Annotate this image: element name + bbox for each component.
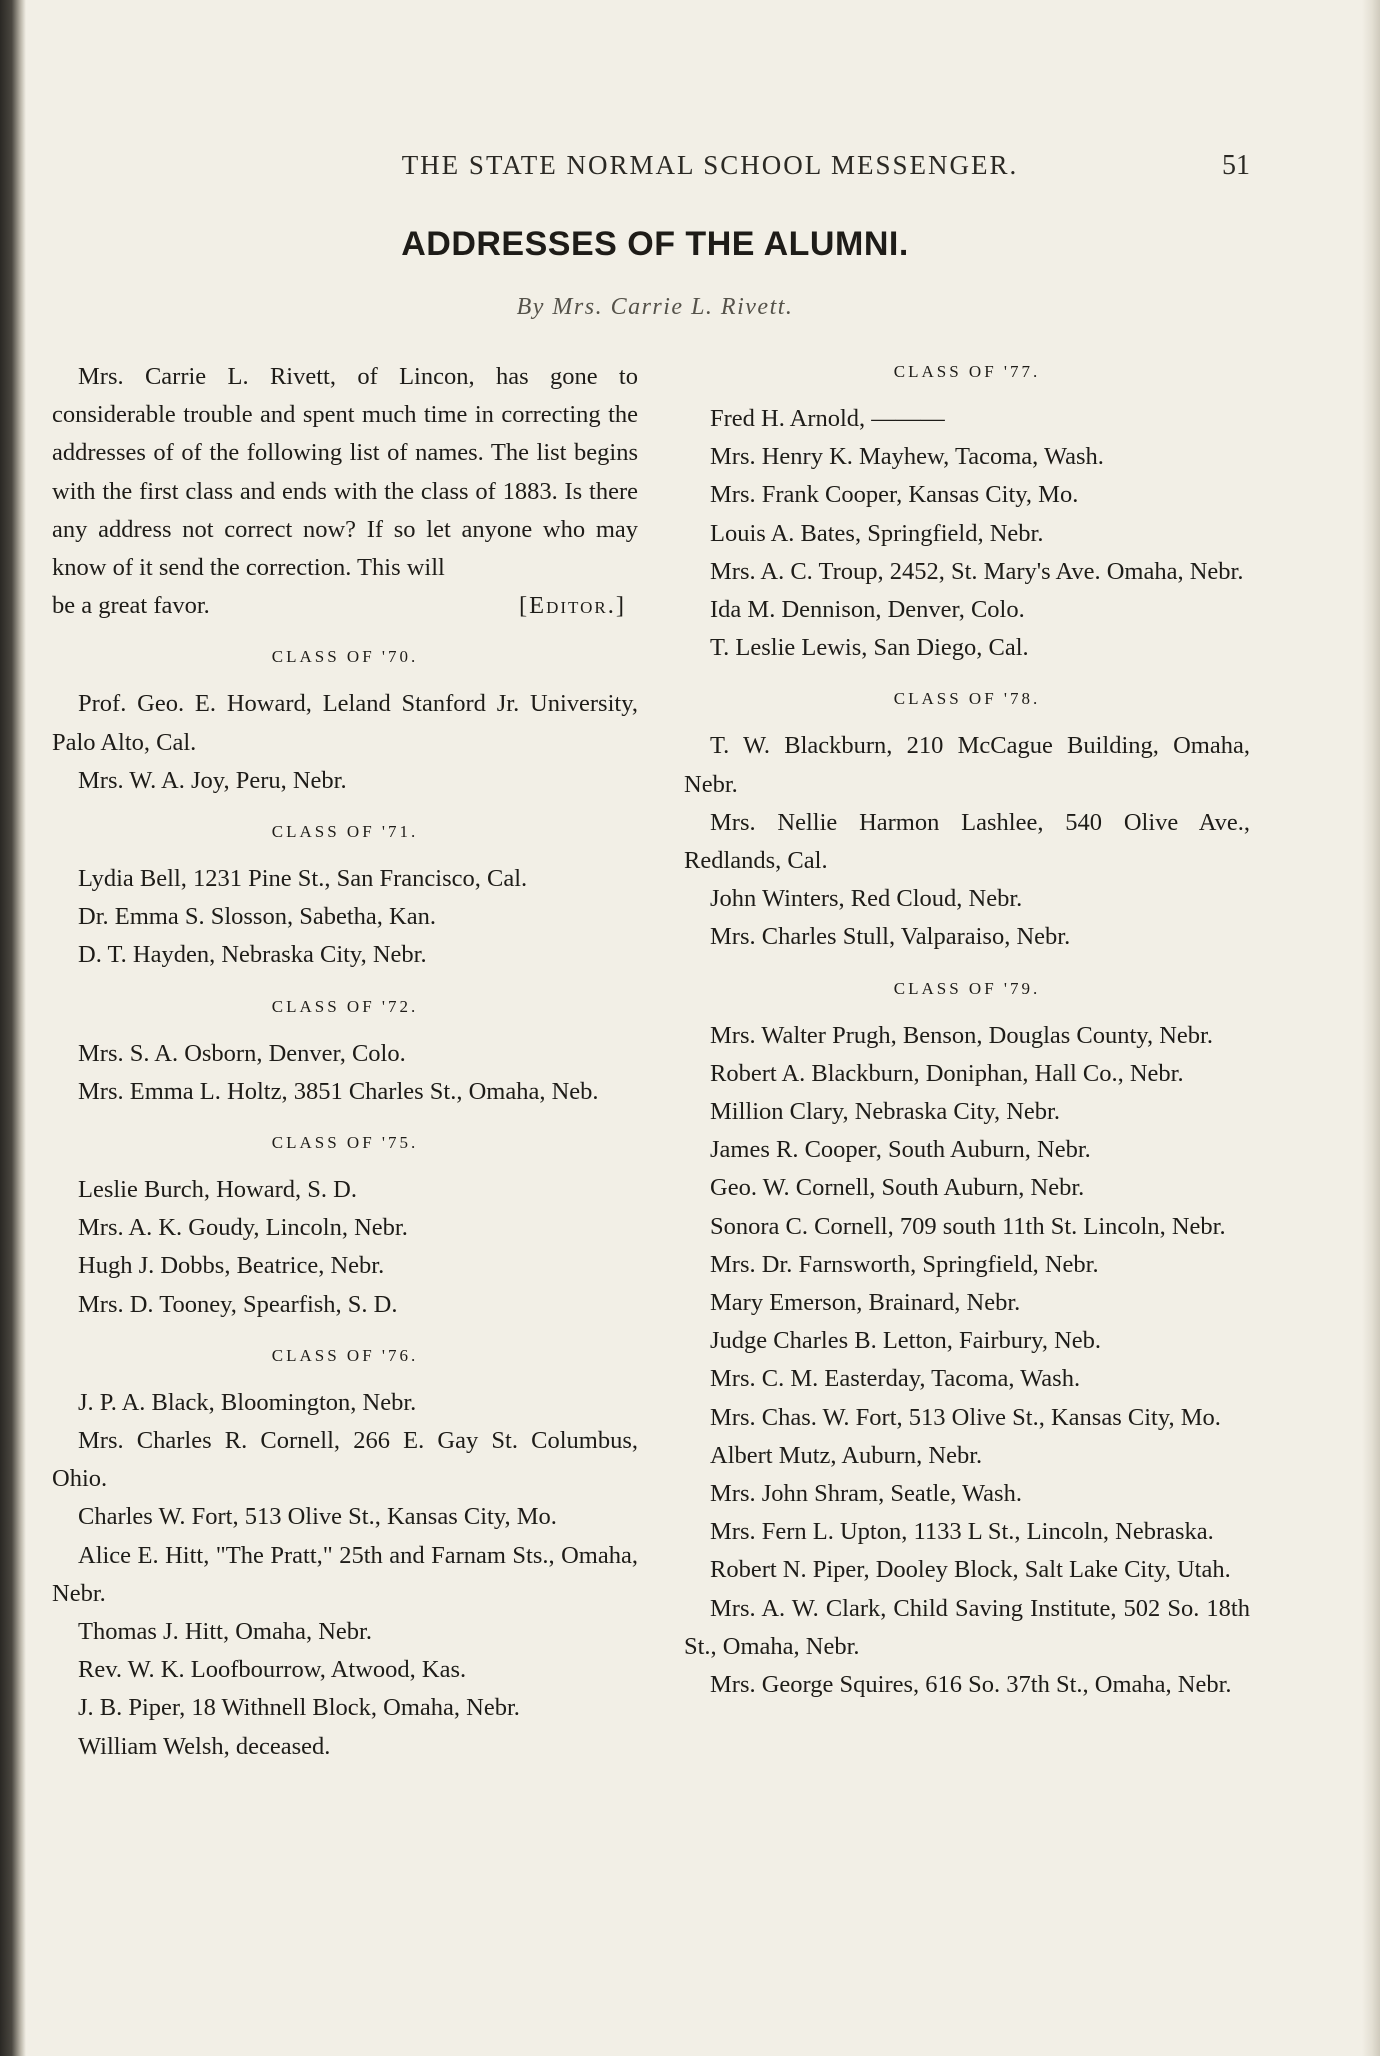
alumni-entry: Geo. W. Cornell, South Auburn, Nebr. bbox=[710, 1174, 1085, 1202]
alumni-entry: Mrs. Chas. W. Fort, 513 Olive St., Kansas City, Mo. bbox=[710, 1403, 1221, 1431]
alumni-entry: Mary Emerson, Brainard, Nebr. bbox=[710, 1289, 1021, 1317]
page-number: 51 bbox=[1222, 150, 1250, 181]
alumni-entry: Mrs. Charles R. Cornell, 266 E. Gay St. Columbus, Ohio. bbox=[52, 1427, 638, 1493]
alumni-entry: Charles W. Fort, 513 Olive St., Kansas City, Mo. bbox=[78, 1503, 557, 1531]
alumni-entry: D. T. Hayden, Nebraska City, Nebr. bbox=[78, 941, 427, 969]
alumni-entry: Million Clary, Nebraska City, Nebr. bbox=[710, 1098, 1060, 1126]
alumni-entry: Mrs. Fern L. Upton, 1133 L St., Lincoln, Nebraska. bbox=[710, 1518, 1214, 1546]
page-edge bbox=[1362, 0, 1380, 2056]
alumni-entry: Leslie Burch, Howard, S. D. bbox=[78, 1176, 357, 1204]
alumni-entry: Mrs. Emma L. Holtz, 3851 Charles St., Omaha, Neb. bbox=[78, 1077, 599, 1105]
alumni-entry: Robert A. Blackburn, Doniphan, Hall Co., Nebr. bbox=[710, 1059, 1184, 1087]
alumni-entry: Mrs. D. Tooney, Spearfish, S. D. bbox=[78, 1290, 398, 1318]
alumni-entry: Mrs. S. A. Osborn, Denver, Colo. bbox=[78, 1039, 406, 1067]
alumni-entry: Rev. W. K. Loofbourrow, Atwood, Kas. bbox=[78, 1656, 467, 1684]
alumni-entry: Lydia Bell, 1231 Pine St., San Francisco, Cal. bbox=[78, 865, 528, 893]
alumni-entry: Robert N. Piper, Dooley Block, Salt Lake City, Utah. bbox=[710, 1556, 1231, 1584]
alumni-entry: William Welsh, deceased. bbox=[78, 1732, 331, 1760]
alumni-entry: Ida M. Dennison, Denver, Colo. bbox=[710, 596, 1025, 624]
intro-closing-line bbox=[52, 587, 638, 625]
alumni-entry: Mrs. C. M. Easterday, Tacoma, Wash. bbox=[710, 1365, 1081, 1393]
alumni-entry: James R. Cooper, South Auburn, Nebr. bbox=[710, 1136, 1091, 1164]
right-class-list bbox=[684, 358, 1250, 1704]
editor-note: [Editor.] bbox=[518, 592, 626, 620]
alumni-entry: Mrs. Walter Prugh, Benson, Douglas County, Nebr. bbox=[710, 1021, 1213, 1049]
class-heading: CLASS OF '76. bbox=[271, 1345, 419, 1365]
right-column bbox=[684, 358, 1250, 1704]
intro-last-line: be a great favor. bbox=[52, 592, 210, 620]
class-heading: CLASS OF '71. bbox=[271, 822, 419, 842]
alumni-entry: Mrs. Dr. Farnsworth, Springfield, Nebr. bbox=[710, 1250, 1099, 1278]
class-heading: CLASS OF '72. bbox=[271, 996, 419, 1016]
alumni-entry: Sonora C. Cornell, 709 south 11th St. Lincoln, Nebr. bbox=[710, 1212, 1226, 1240]
intro-paragraph: Mrs. Carrie L. Rivett, of Lincon, has gone to considerable trouble and spent much time in correcting the addresses of of the following list of names. The list begins with the first class and ends with the class of 1883. Is there any address not correct now? If so let anyone who may know of it send the correction. This will bbox=[52, 363, 638, 582]
class-heading: CLASS OF '75. bbox=[271, 1133, 419, 1153]
alumni-entry: Louis A. Bates, Springfield, Nebr. bbox=[710, 519, 1044, 547]
alumni-entry: Thomas J. Hitt, Omaha, Nebr. bbox=[78, 1618, 372, 1646]
alumni-entry: John Winters, Red Cloud, Nebr. bbox=[710, 885, 1023, 913]
alumni-entry: T. W. Blackburn, 210 McCague Building, Omaha, Nebr. bbox=[684, 732, 1250, 798]
page-header bbox=[60, 150, 1250, 190]
left-column bbox=[52, 358, 638, 1766]
class-heading: CLASS OF '77. bbox=[893, 362, 1041, 381]
alumni-entry: Judge Charles B. Letton, Fairbury, Neb. bbox=[710, 1327, 1102, 1355]
alumni-entry: Mrs. A. K. Goudy, Lincoln, Nebr. bbox=[78, 1214, 408, 1242]
alumni-entry: Mrs. Frank Cooper, Kansas City, Mo. bbox=[710, 481, 1079, 509]
class-heading: CLASS OF '78. bbox=[893, 689, 1041, 709]
class-heading: CLASS OF '70. bbox=[271, 647, 419, 667]
alumni-entry: Dr. Emma S. Slosson, Sabetha, Kan. bbox=[78, 903, 436, 931]
alumni-entry: J. P. A. Black, Bloomington, Nebr. bbox=[78, 1388, 417, 1416]
article-title: ADDRESSES OF THE ALUMNI. bbox=[401, 225, 909, 263]
page-binding-shadow bbox=[0, 0, 26, 2056]
alumni-entry: Mrs. W. A. Joy, Peru, Nebr. bbox=[78, 766, 347, 794]
alumni-entry: Mrs. A. W. Clark, Child Saving Institute, 502 So. 18th St., Omaha, Nebr. bbox=[684, 1594, 1250, 1660]
alumni-entry: Prof. Geo. E. Howard, Leland Stanford Jr. University, Palo Alto, Cal. bbox=[52, 690, 638, 756]
alumni-entry: J. B. Piper, 18 Withnell Block, Omaha, Nebr. bbox=[78, 1694, 520, 1722]
class-heading: CLASS OF '79. bbox=[893, 978, 1041, 998]
alumni-entry: Mrs. Nellie Harmon Lashlee, 540 Olive Ave., Redlands, Cal. bbox=[684, 808, 1250, 875]
byline: By Mrs. Carrie L. Rivett. bbox=[516, 294, 794, 320]
left-class-list bbox=[52, 643, 638, 1765]
alumni-entry: Alice E. Hitt, "The Pratt," 25th and Farnam Sts., Omaha, Nebr. bbox=[52, 1541, 638, 1607]
alumni-entry: T. Leslie Lewis, San Diego, Cal. bbox=[710, 634, 1029, 662]
running-title: THE STATE NORMAL SCHOOL MESSENGER. bbox=[401, 150, 1019, 180]
alumni-entry: Hugh J. Dobbs, Beatrice, Nebr. bbox=[78, 1252, 385, 1280]
alumni-entry: Mrs. Charles Stull, Valparaiso, Nebr. bbox=[710, 923, 1071, 951]
alumni-entry: Fred H. Arnold, ——— bbox=[710, 405, 945, 432]
alumni-entry: Mrs. A. C. Troup, 2452, St. Mary's Ave. Omaha, Nebr. bbox=[710, 557, 1244, 585]
alumni-entry: Mrs. John Shram, Seatle, Wash. bbox=[710, 1480, 1022, 1508]
alumni-entry: Mrs. Henry K. Mayhew, Tacoma, Wash. bbox=[710, 443, 1104, 471]
alumni-entry: Mrs. George Squires, 616 So. 37th St., Omaha, Nebr. bbox=[710, 1671, 1232, 1699]
alumni-entry: Albert Mutz, Auburn, Nebr. bbox=[710, 1441, 983, 1469]
